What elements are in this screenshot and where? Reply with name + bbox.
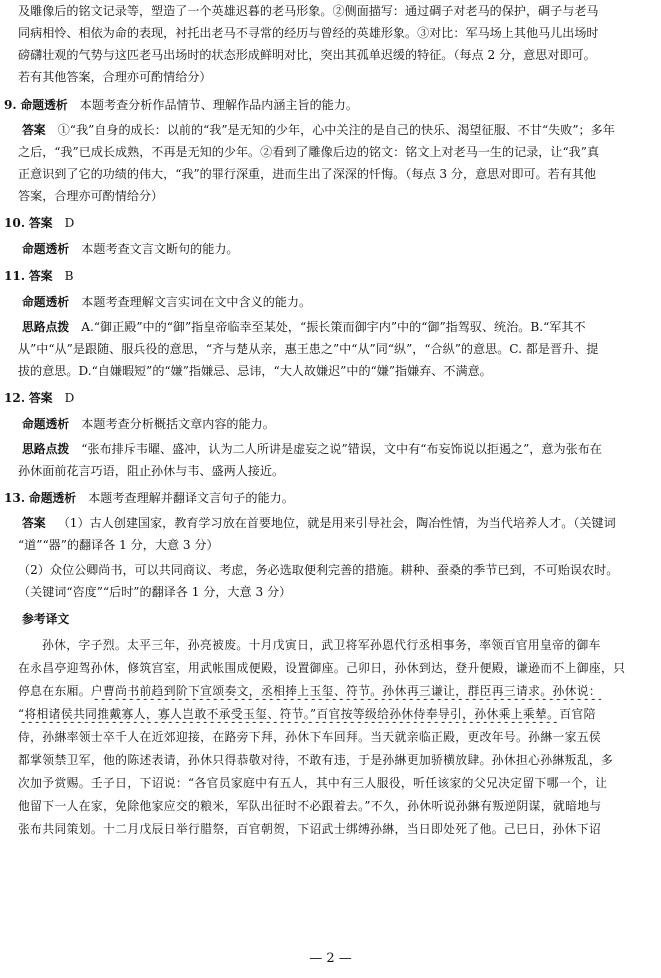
section-label: 命题透析 [22,242,70,256]
translation-text: 次加予赏赐。壬子日，下诏说：“各官员家庭中有五人，其中有三人服役，听任该家的父兄决定留下哪一个，让 [18,776,608,790]
section-label: 参考译文 [22,612,70,626]
section-label: 答案 [22,123,46,137]
line-text: 孙休面前花言巧语，阻止孙休与韦、盛两人接近。 [18,464,285,478]
text-line [18,165,657,183]
line-text: 本题考查分析作品情节、理解作品内涵主旨的能力。 [79,98,358,112]
text-line [22,293,657,311]
line-text: D [64,391,75,405]
question-number: 13. [4,491,26,505]
line-text: “道”“器”的翻译各 1 分，大意 3 分） [18,538,219,552]
line-text: 之后，“我”已成长成熟，不再是无知的少年。②看到了雕像后边的铭文：铭文上对老马一生的记录，让“我”真 [18,145,600,159]
line-text: （关键词“咨度”“后时”的翻译各 1 分，大意 3 分） [18,585,292,599]
text-line [18,362,657,380]
translation-line [18,820,657,838]
line-text: 本题考查文言文断句的能力。 [81,242,239,256]
underlined-passage: “将相诸侯共同推戴寡人，寡人岂敢不承受玉玺、符节。”百官按等级给孙休侍奉导引，孙休乘上乘辇。 [18,707,560,721]
section-label: 答案 [28,391,53,405]
translation-text: 他留下一人在家，免除他家应交的粮米，军队出征时不必跟着去。”不久，孙休听说孙綝有叛逆阴谋，就暗地与 [18,799,602,813]
line-text: 拔的意思。D.“自嫌暇短”的“嫌”指嫌忌、忌讳，“大人故嫌迟”中的“嫌”指嫌弃、不满意。 [18,364,492,378]
translation-line [18,705,657,723]
line-text: 若有其他答案，合理亦可酌情给分） [18,70,212,84]
line-text: 答案，合理亦可酌情给分） [18,189,164,203]
line-text: B [64,269,74,283]
line-text: （2）众位公卿尚书，可以共同商议、考虑，务必选取便利完善的措施。耕种、蚕桑的季节已到，不可贻误农时。 [18,563,619,577]
underlined-passage: 户曹尚书前趋到阶下宣颂奏文，丞相捧上玉玺、符节。孙休再三谦让，群臣再三请求。孙休说： [90,684,602,698]
text-line [18,536,657,554]
question-number: 11. [4,269,26,283]
translation-line [42,636,657,654]
translation-line [18,751,657,769]
section-label: 思路点拨 [22,442,70,456]
line-text: 磅礴壮观的气势与这匹老马出场时的状态形成鲜明对比，突出其孤单迟缓的特征。（每点 2 分，意思对即可。 [18,48,596,62]
section-label: 命题透析 [22,417,70,431]
question-number: 12. [4,391,26,405]
text-line [18,68,657,86]
text-line [22,440,657,458]
translation-text: 孙休，字子烈。太平三年，孙亮被废。十月戊寅日，武卫将军孙恩代行丞相事务，率领百官用皇帝的御车 [42,638,601,652]
question-number: 9. [4,98,17,112]
text-line [18,340,657,358]
line-text: 正意识到了它的功绩的伟大，“我”的罪行深重，进而生出了深深的忏悔。（每点 3 分，意思对即可。若有其他 [18,167,597,181]
line-text: ①“我”自身的成长：以前的“我”是无知的少年，心中关注的是自己的快乐、渴望征服、不甘“失败”；多年 [57,123,615,137]
section-label: 命题透析 [22,295,70,309]
text-line [18,561,657,579]
text-line [22,415,657,433]
line-text: 本题考查理解并翻译文言句子的能力。 [88,491,294,505]
page-number: — 2 — [309,951,352,966]
text-line [4,267,657,285]
line-text: 从”中“从”是跟随、服兵役的意思，“齐与楚从亲，惠王患之”中“从”同“纵”，“合纵”的意思。C. 都是晋升、提 [18,342,599,356]
text-line [18,583,657,601]
text-line [18,24,657,42]
section-label: 命题透析 [20,98,68,112]
text-line [18,143,657,161]
text-line [18,462,657,480]
text-line [22,240,657,258]
text-line [22,318,657,336]
translation-text: 张布共同策划。十二月戊辰日举行腊祭，百官朝贺，下诏武士绑缚孙綝，当日即处死了他。己巳日，孙休下诏 [18,822,602,836]
section-label: 答案 [28,216,53,230]
translation-text: 停息在东厢。 [18,684,91,698]
translation-line [18,774,657,792]
text-line [18,46,657,64]
translation-text: 在永昌亭迎驾孙休，修筑宫室，用武帐围成便殿，设置御座。己卯日，孙休到达，登升便殿，谦逊而不上御座，只 [18,661,626,675]
line-text: D [64,216,75,230]
line-text: 本题考查分析概括文章内容的能力。 [81,417,275,431]
section-label: 思路点拨 [22,320,70,334]
text-line [22,514,657,532]
translation-line [18,797,657,815]
translation-line [18,659,657,677]
line-text: 及雕像后的铭文记录等，塑造了一个英雄迟暮的老马形象。②侧面描写：通过碉子对老马的保护，碉子与老马 [18,4,599,18]
translation-text: 都掌领禁卫军，他的陈述表请，孙休只得恭敬对待，不敢有违，于是孙綝更加骄横放肆。孙休担心孙綝叛乱，多 [18,753,614,767]
line-text: （1）古人创建国家，教育学习放在首要地位，就是用来引导社会，陶冶性情，为当代培养人才。（关键词 [57,516,616,530]
text-line [18,187,657,205]
translation-text: 百官陪 [559,707,596,721]
question-number: 10. [4,216,26,230]
text-line [22,121,657,139]
line-text: “张布排斥韦曜、盛冲，认为二人所讲是虚妄之说”错误，文中有“布妄饰说以拒遏之”，意为张布在 [81,442,602,456]
translation-line [18,728,657,746]
text-line [22,610,657,628]
text-line [4,389,657,407]
section-label: 答案 [22,516,46,530]
section-label: 答案 [28,269,53,283]
translation-line [18,682,657,700]
line-text: 同病相怜、相依为命的表现，衬托出老马不寻常的经历与曾经的英雄形象。③对比：军马场上其他马儿出场时 [18,26,599,40]
section-label: 命题透析 [28,491,77,505]
text-line [4,214,657,232]
translation-text: 侍，孙綝率领士卒千人在近郊迎接，在路旁下拜，孙休下车回拜。当天就亲临正殿，更改年号。孙綝一家五侯 [18,730,602,744]
text-line [4,489,657,507]
line-text: 本题考查理解文言实词在文中含义的能力。 [81,295,312,309]
text-line [18,2,657,20]
text-line [4,96,657,114]
line-text: A.“御正殿”中的“御”指皇帝临幸至某处，“振长策而御宇内”中的“御”指驾驭、统治。B.“军其不 [81,320,586,334]
